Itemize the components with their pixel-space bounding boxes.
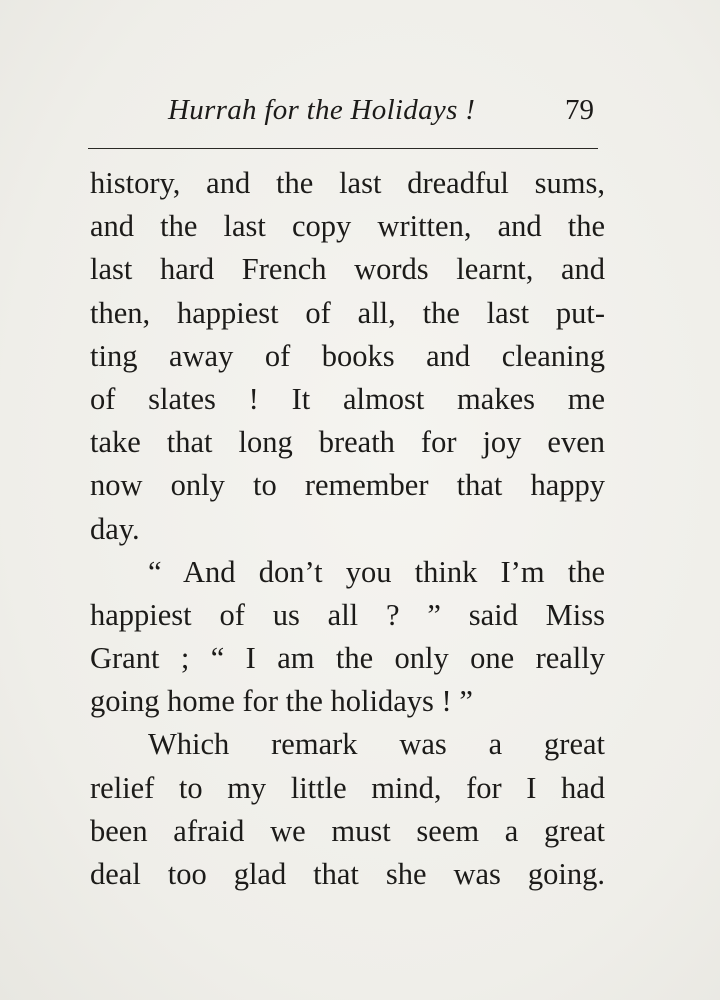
text-line: going home for the holidays ! ” <box>90 684 473 719</box>
text-line: ting away of books and cleaning <box>90 338 605 373</box>
text-line: deal too glad that she was going. <box>90 857 605 891</box>
text-line: history, and the last dreadful sums, <box>90 166 605 200</box>
text-line: now only to remember that happy <box>90 468 605 503</box>
text-line: and the last copy written, and the <box>90 209 605 244</box>
text-line: relief to my little mind, for I had <box>90 770 605 805</box>
text-line: day. <box>90 511 140 546</box>
text-line: of slates ! It almost makes me <box>90 381 605 416</box>
text-line: take that long breath for joy even <box>90 425 605 460</box>
text-line: Which remark was a great <box>148 727 605 762</box>
running-title: Hurrah for the Holidays ! <box>168 94 476 126</box>
text-line: been afraid we must seem a great <box>90 813 605 848</box>
body-text <box>90 162 605 896</box>
text-line: last hard French words learnt, and <box>90 252 605 287</box>
text-line: then, happiest of all, the last put- <box>90 295 605 330</box>
text-line: Grant ; “ I am the only one really <box>90 641 605 676</box>
text-line: “ And don’t you think I’m the <box>148 554 605 589</box>
page-header <box>88 94 600 138</box>
header-rule <box>88 148 598 149</box>
text-line: happiest of us all ? ” said Miss <box>90 597 605 632</box>
page-number: 79 <box>565 94 594 126</box>
